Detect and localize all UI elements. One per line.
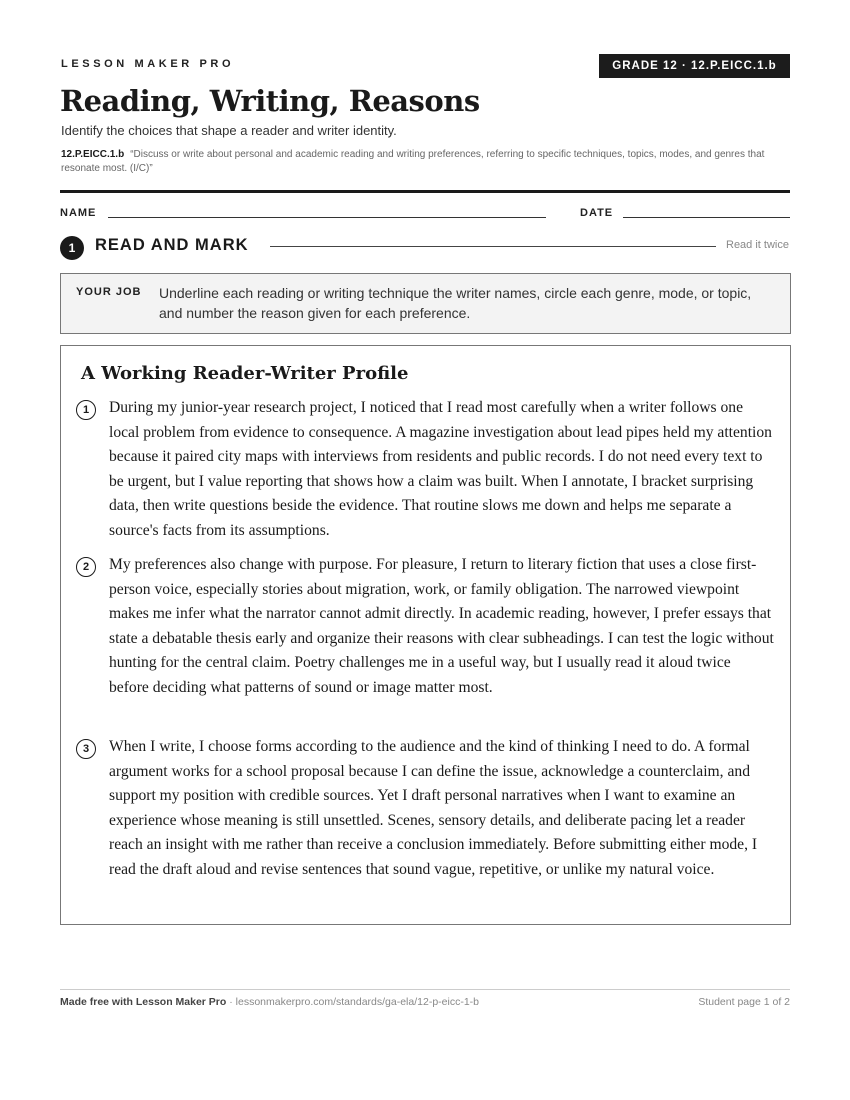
- passage-paragraph: During my junior-year research project, I noticed that I read most carefully when a writer follows one local problem from evidence to consequence. A magazine investigation about lead pipes held my attention because it paired city maps with interviews from residents and public records. I do not need every text to be urgent, but I value reporting that shows how a claim was built. When I annotate, I bracket surprising data, then write questions beside the evidence. That routine slows me down and helps me separate a source's facts from its assumptions.: [109, 399, 772, 539]
- passage-paragraph: My preferences also change with purpose. For pleasure, I return to literary fiction that uses a close first-person voice, especially stories about migration, work, or family obligation. The narrowed viewpoint makes me infer what the narrator cannot admit directly. In academic reading, however, I prefer essays that state a debatable thesis early and organize their reasons with clear subheadings. I can test the logic without hunting for the central claim. Poetry challenges me in a useful way, but I usually read it aloud twice before deciding what patterns of sound or image matter most.: [109, 556, 774, 696]
- paragraph-number: 1: [76, 400, 96, 420]
- name-field-line[interactable]: [108, 217, 546, 218]
- worksheet-title: Reading, Writing, Reasons: [60, 84, 480, 118]
- footer-url[interactable]: · lessonmakerpro.com/standards/ga-ela/12-p-eicc-1-b: [226, 996, 480, 1008]
- section-number-badge: 1: [60, 236, 84, 260]
- standard-code: 12.P.EICC.1.b: [61, 149, 125, 160]
- instructions-label: YOUR JOB: [76, 286, 142, 298]
- standard-text: “Discuss or write about personal and academic reading and writing preferences, referring to specific techniques, topics, modes, and genres that resonate most. (I/C)”: [61, 149, 765, 174]
- instructions-text: Underline each reading or writing technique the writer names, circle each genre, mode, or topic, and number the reason given for each preference.: [159, 285, 752, 321]
- passage-title: A Working Reader-Writer Profile: [81, 363, 409, 384]
- paragraph-number: 2: [76, 557, 96, 577]
- date-label: DATE: [580, 207, 614, 219]
- footer-credit: [60, 996, 479, 1008]
- section-note: Read it twice: [726, 239, 789, 251]
- date-field-line[interactable]: [623, 217, 790, 218]
- instructions-box: [60, 273, 791, 334]
- footer-divider: [60, 989, 790, 990]
- grade-badge: GRADE 12 · 12.P.EICC.1.b: [599, 54, 790, 78]
- header-divider: [60, 190, 790, 193]
- page-number: Student page 1 of 2: [698, 996, 790, 1008]
- passage-paragraph: When I write, I choose forms according to the audience and the kind of thinking I need to do. A formal argument works for a school proposal because I can define the issue, acknowledge a counterclaim, and support my position with credible sources. Yet I draft personal narratives when I want to examine an experience whose meaning is still unsettled. Scenes, sensory details, and deliberate pacing let a reader reach an insight with me rather than receive a conclusion immediately. Before submitting either mode, I read the draft aloud and revise sentences that sound vague, repetitive, or unlike my natural voice.: [109, 738, 758, 878]
- paragraph-number: 3: [76, 739, 96, 759]
- worksheet-subtitle: Identify the choices that shape a reader and writer identity.: [61, 123, 397, 138]
- footer-made-with: Made free with Lesson Maker Pro: [60, 996, 227, 1008]
- standard-description: [61, 148, 791, 176]
- name-label: NAME: [60, 207, 97, 219]
- section-divider: [270, 246, 716, 247]
- brand-name: LESSON MAKER PRO: [61, 58, 235, 70]
- passage-box: [60, 345, 791, 925]
- section-title: READ AND MARK: [95, 236, 249, 254]
